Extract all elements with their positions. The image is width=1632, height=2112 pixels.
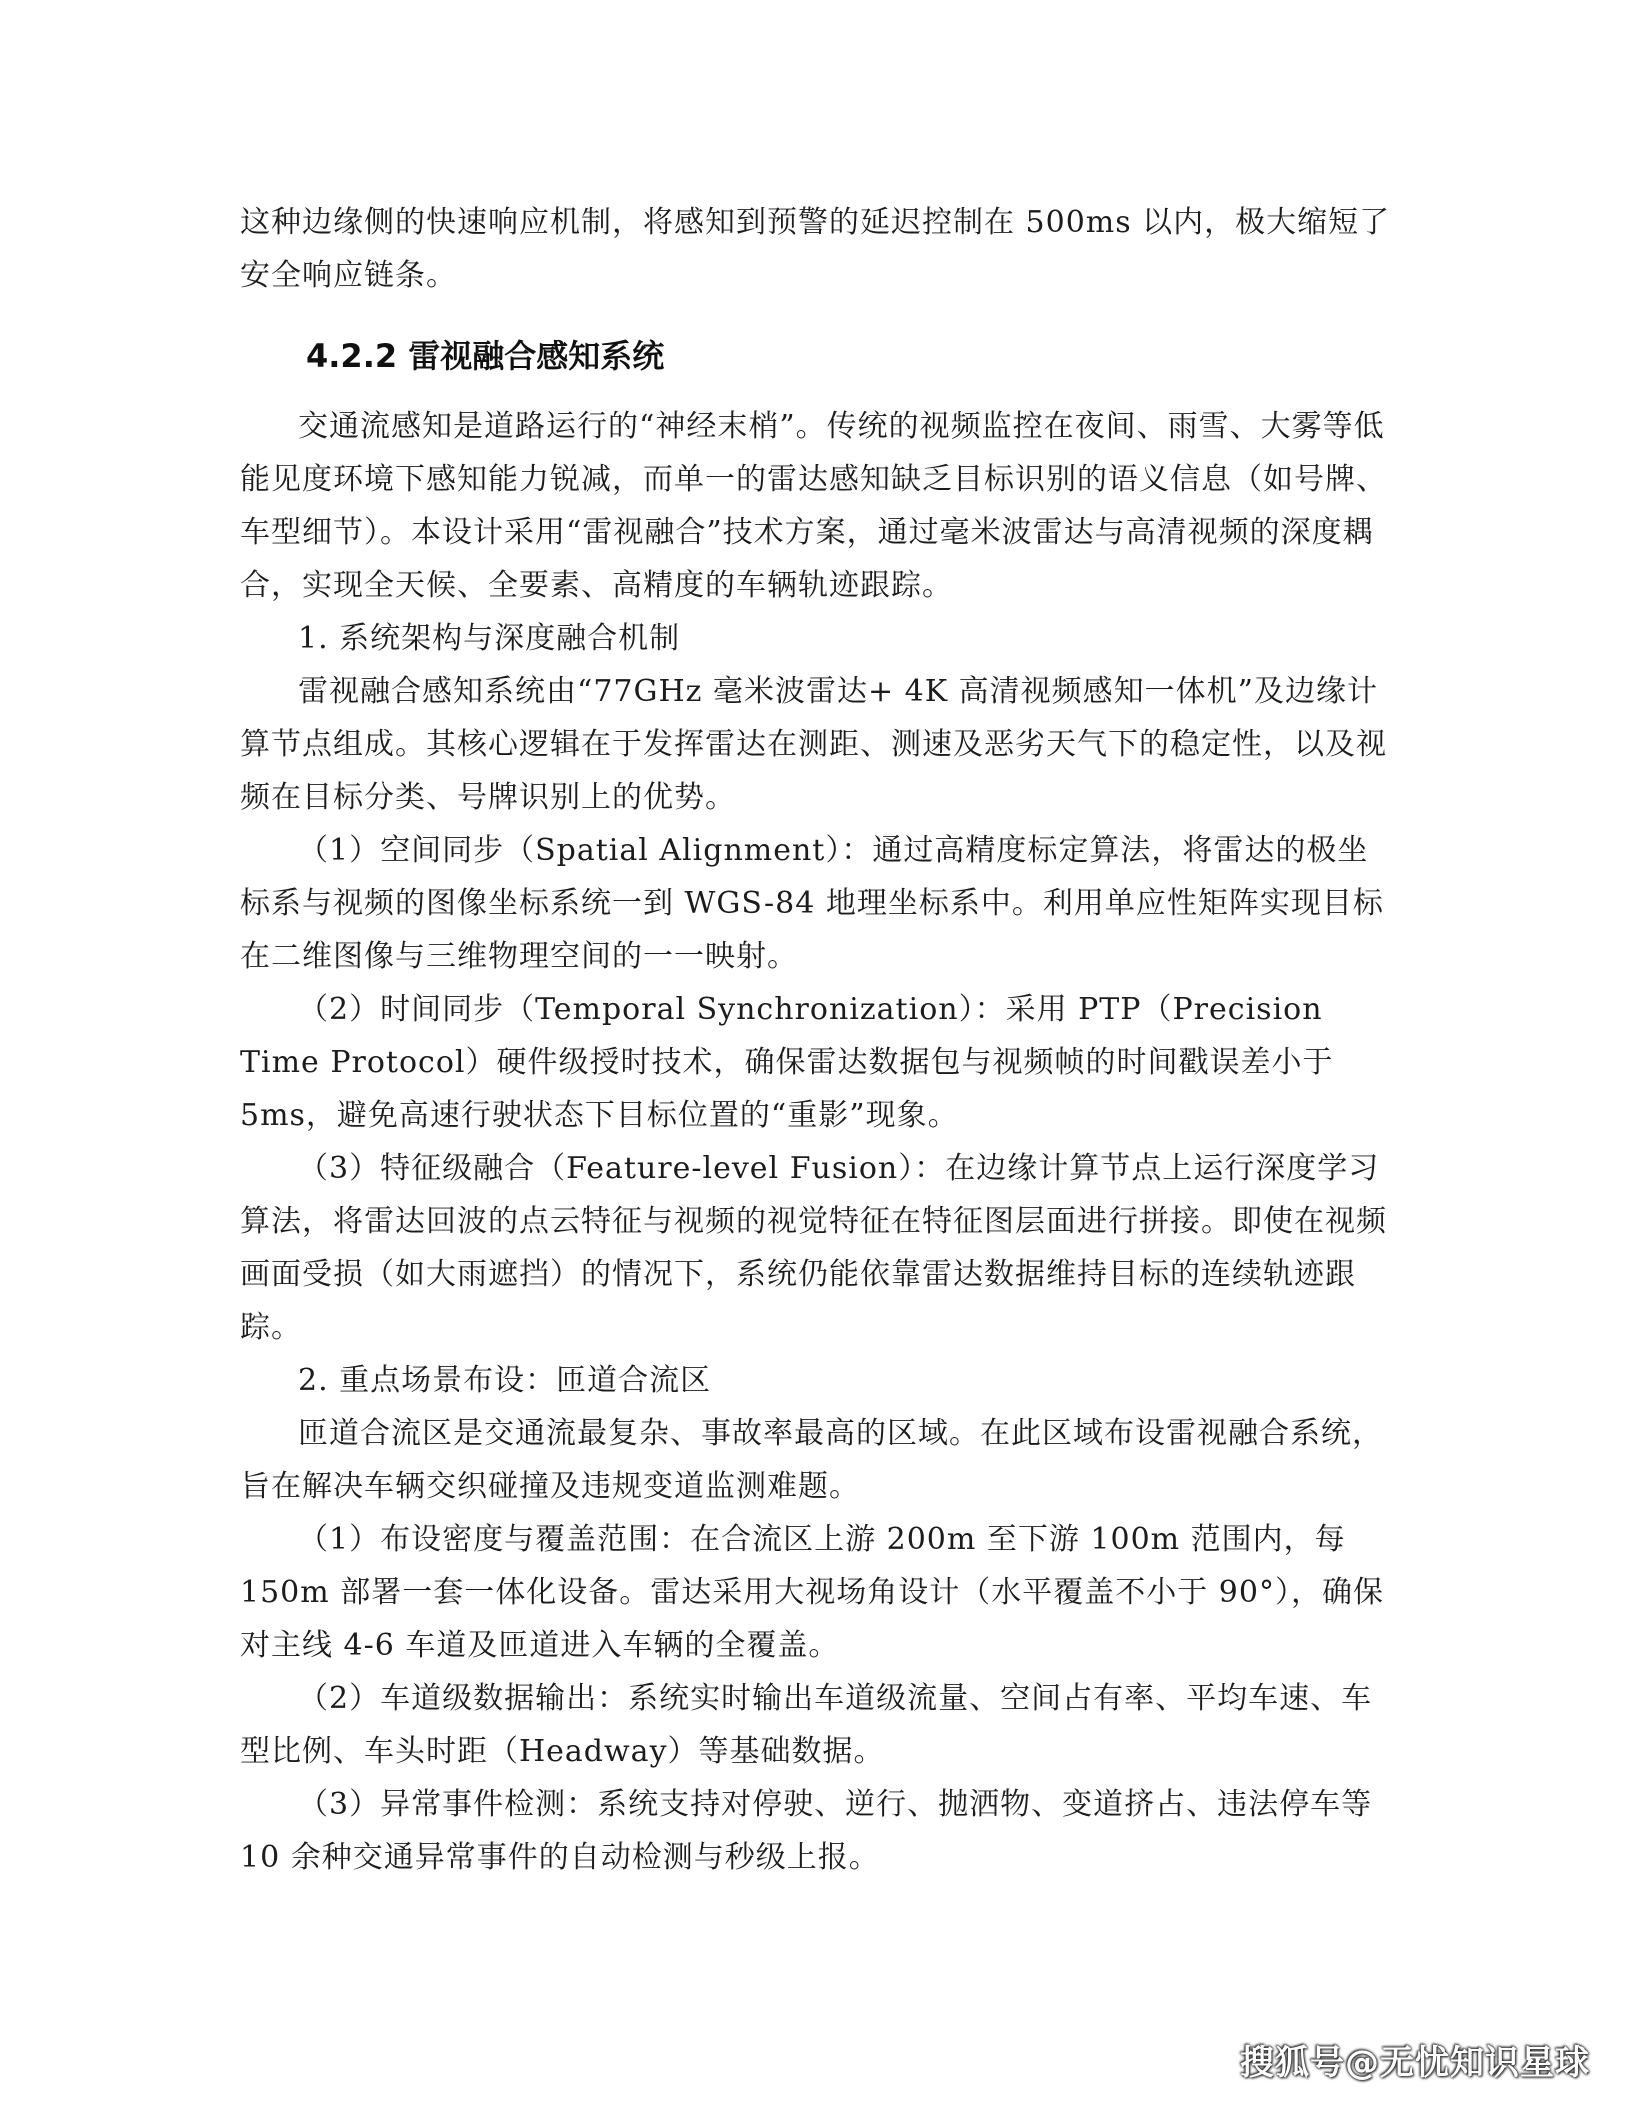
- document-page: [240, 196, 1392, 1884]
- paragraph-feature-fusion: （3）特征级融合（Feature-level Fusion）：在边缘计算节点上运行深度学习算法，将雷达回波的点云特征与视频的视觉特征在特征图层面进行拼接。即使在视频画面受损（如大雨遮挡）的情况下，系统仍能依靠雷达数据维持目标的连续轨迹跟踪。: [240, 1151, 1387, 1345]
- paragraph-deployment-density: （1）布设密度与覆盖范围：在合流区上游 200m 至下游 100m 范围内，每 150m 部署一套一体化设备。雷达采用大视场角设计（水平覆盖不小于 90°），确保对主线 4-6 车道及匝道进入车辆的全覆盖。: [240, 1522, 1384, 1663]
- paragraph-ramp-merge: 匝道合流区是交通流最复杂、事故率最高的区域。在此区域布设雷视融合系统，旨在解决车辆交织碰撞及违规变道监测难题。: [240, 1416, 1383, 1504]
- paragraph-temporal-sync: （2）时间同步（Temporal Synchronization）：采用 PTP（Precision Time Protocol）硬件级授时技术，确保雷达数据包与视频帧的时间戳误差小于 5ms，避免高速行驶状态下目标位置的“重影”现象。: [240, 992, 1334, 1133]
- section-heading: 4.2.2 雷视融合感知系统: [306, 337, 665, 375]
- intro-paragraph: 这种边缘侧的快速响应机制，将感知到预警的延迟控制在 500ms 以内，极大缩短了安全响应链条。: [240, 205, 1391, 293]
- subheading-architecture: 1. 系统架构与深度融合机制: [298, 621, 681, 656]
- paragraph-architecture: 雷视融合感知系统由“77GHz 毫米波雷达+ 4K 高清视频感知一体机”及边缘计算节点组成。其核心逻辑在于发挥雷达在测距、测速及恶劣天气下的稳定性，以及视频在目标分类、号牌识别上的优势。: [240, 674, 1387, 815]
- subheading-ramp-merge: 2. 重点场景布设：匝道合流区: [298, 1363, 712, 1398]
- paragraph-spatial-alignment: （1）空间同步（Spatial Alignment）：通过高精度标定算法，将雷达的极坐标系与视频的图像坐标系统一到 WGS-84 地理坐标系中。利用单应性矩阵实现目标在二维图像与三维物理空间的一一映射。: [240, 833, 1384, 974]
- paragraph-lane-data-output: （2）车道级数据输出：系统实时输出车道级流量、空间占有率、平均车速、车型比例、车头时距（Headway）等基础数据。: [240, 1681, 1373, 1769]
- paragraph-intro: 交通流感知是道路运行的“神经末梢”。传统的视频监控在夜间、雨雪、大雾等低能见度环境下感知能力锐减，而单一的雷达感知缺乏目标识别的语义信息（如号牌、车型细节）。本设计采用“雷视融合”技术方案，通过毫米波雷达与高清视频的深度耦合，实现全天候、全要素、高精度的车辆轨迹跟踪。: [240, 409, 1387, 603]
- paragraph-incident-detection: （3）异常事件检测：系统支持对停驶、逆行、抛洒物、变道挤占、违法停车等 10 余种交通异常事件的自动检测与秒级上报。: [240, 1787, 1373, 1875]
- watermark-text: 搜狐号@无忧知识星球: [1240, 2043, 1590, 2083]
